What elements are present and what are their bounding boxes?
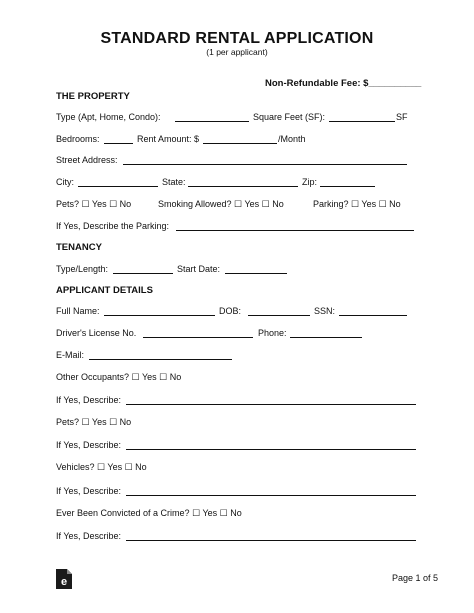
email-field[interactable] — [89, 359, 232, 360]
rent-label: Rent Amount: $ — [137, 134, 200, 144]
phone-field[interactable] — [290, 337, 362, 338]
section-applicant-heading: APPLICANT DETAILS — [56, 285, 153, 296]
license-field[interactable] — [143, 337, 253, 338]
parking-desc-label: If Yes, Describe the Parking: — [56, 221, 170, 231]
zip-field[interactable] — [320, 186, 375, 187]
month-suffix: /Month — [278, 134, 306, 144]
start-label: Start Date: — [177, 264, 221, 274]
section-tenancy-heading: TENANCY — [56, 242, 102, 253]
describe-crime-field[interactable] — [126, 540, 416, 541]
svg-text:e: e — [60, 576, 68, 588]
eforms-logo-icon — [54, 568, 74, 590]
pets-property-checkbox[interactable]: Pets? ☐ Yes ☐ No — [56, 199, 132, 209]
phone-label: Phone: — [258, 328, 287, 338]
sqft-field[interactable] — [329, 121, 395, 122]
street-label: Street Address: — [56, 155, 118, 165]
sf-suffix: SF — [396, 112, 408, 122]
sqft-label: Square Feet (SF): — [253, 112, 326, 122]
fee-label: Non-Refundable Fee: $__________ — [265, 78, 422, 89]
license-label: Driver's License No. — [56, 328, 137, 338]
type-field[interactable] — [175, 121, 249, 122]
section-property-heading: THE PROPERTY — [56, 91, 130, 102]
smoking-checkbox[interactable]: Smoking Allowed? ☐ Yes ☐ No — [158, 199, 284, 209]
fullname-field[interactable] — [104, 315, 215, 316]
ssn-field[interactable] — [339, 315, 407, 316]
vehicles-checkbox[interactable]: Vehicles? ☐ Yes ☐ No — [56, 462, 147, 472]
bedrooms-label: Bedrooms: — [56, 134, 100, 144]
describe-pets-field[interactable] — [126, 449, 416, 450]
dob-label: DOB: — [219, 306, 242, 316]
bedrooms-field[interactable] — [104, 143, 133, 144]
city-label: City: — [56, 177, 74, 187]
crime-checkbox[interactable]: Ever Been Convicted of a Crime? ☐ Yes ☐ No — [56, 508, 242, 518]
length-field[interactable] — [113, 273, 173, 274]
pets-applicant-checkbox[interactable]: Pets? ☐ Yes ☐ No — [56, 417, 132, 427]
zip-label: Zip: — [302, 177, 318, 187]
describe-crime-label: If Yes, Describe: — [56, 531, 122, 541]
street-field[interactable] — [123, 164, 407, 165]
start-field[interactable] — [225, 273, 287, 274]
page-number: Page 1 of 5 — [392, 573, 439, 583]
city-field[interactable] — [78, 186, 158, 187]
describe-pets-label: If Yes, Describe: — [56, 440, 122, 450]
type-label: Type (Apt, Home, Condo): — [56, 112, 161, 122]
describe-vehicles-field[interactable] — [126, 495, 416, 496]
eforms-logo-svg — [54, 568, 74, 590]
describe-occupants-label: If Yes, Describe: — [56, 395, 122, 405]
parking-desc-field[interactable] — [176, 230, 414, 231]
dob-field[interactable] — [248, 315, 310, 316]
length-label: Type/Length: — [56, 264, 109, 274]
fullname-label: Full Name: — [56, 306, 100, 316]
describe-occupants-field[interactable] — [126, 404, 416, 405]
page-subtitle: (1 per applicant) — [206, 47, 268, 57]
parking-checkbox[interactable]: Parking? ☐ Yes ☐ No — [313, 199, 401, 209]
occupants-checkbox[interactable]: Other Occupants? ☐ Yes ☐ No — [56, 372, 182, 382]
email-label: E-Mail: — [56, 350, 85, 360]
ssn-label: SSN: — [314, 306, 336, 316]
rent-field[interactable] — [203, 143, 277, 144]
describe-vehicles-label: If Yes, Describe: — [56, 486, 122, 496]
state-label: State: — [162, 177, 186, 187]
state-field[interactable] — [188, 186, 298, 187]
page-title: STANDARD RENTAL APPLICATION — [100, 30, 374, 47]
